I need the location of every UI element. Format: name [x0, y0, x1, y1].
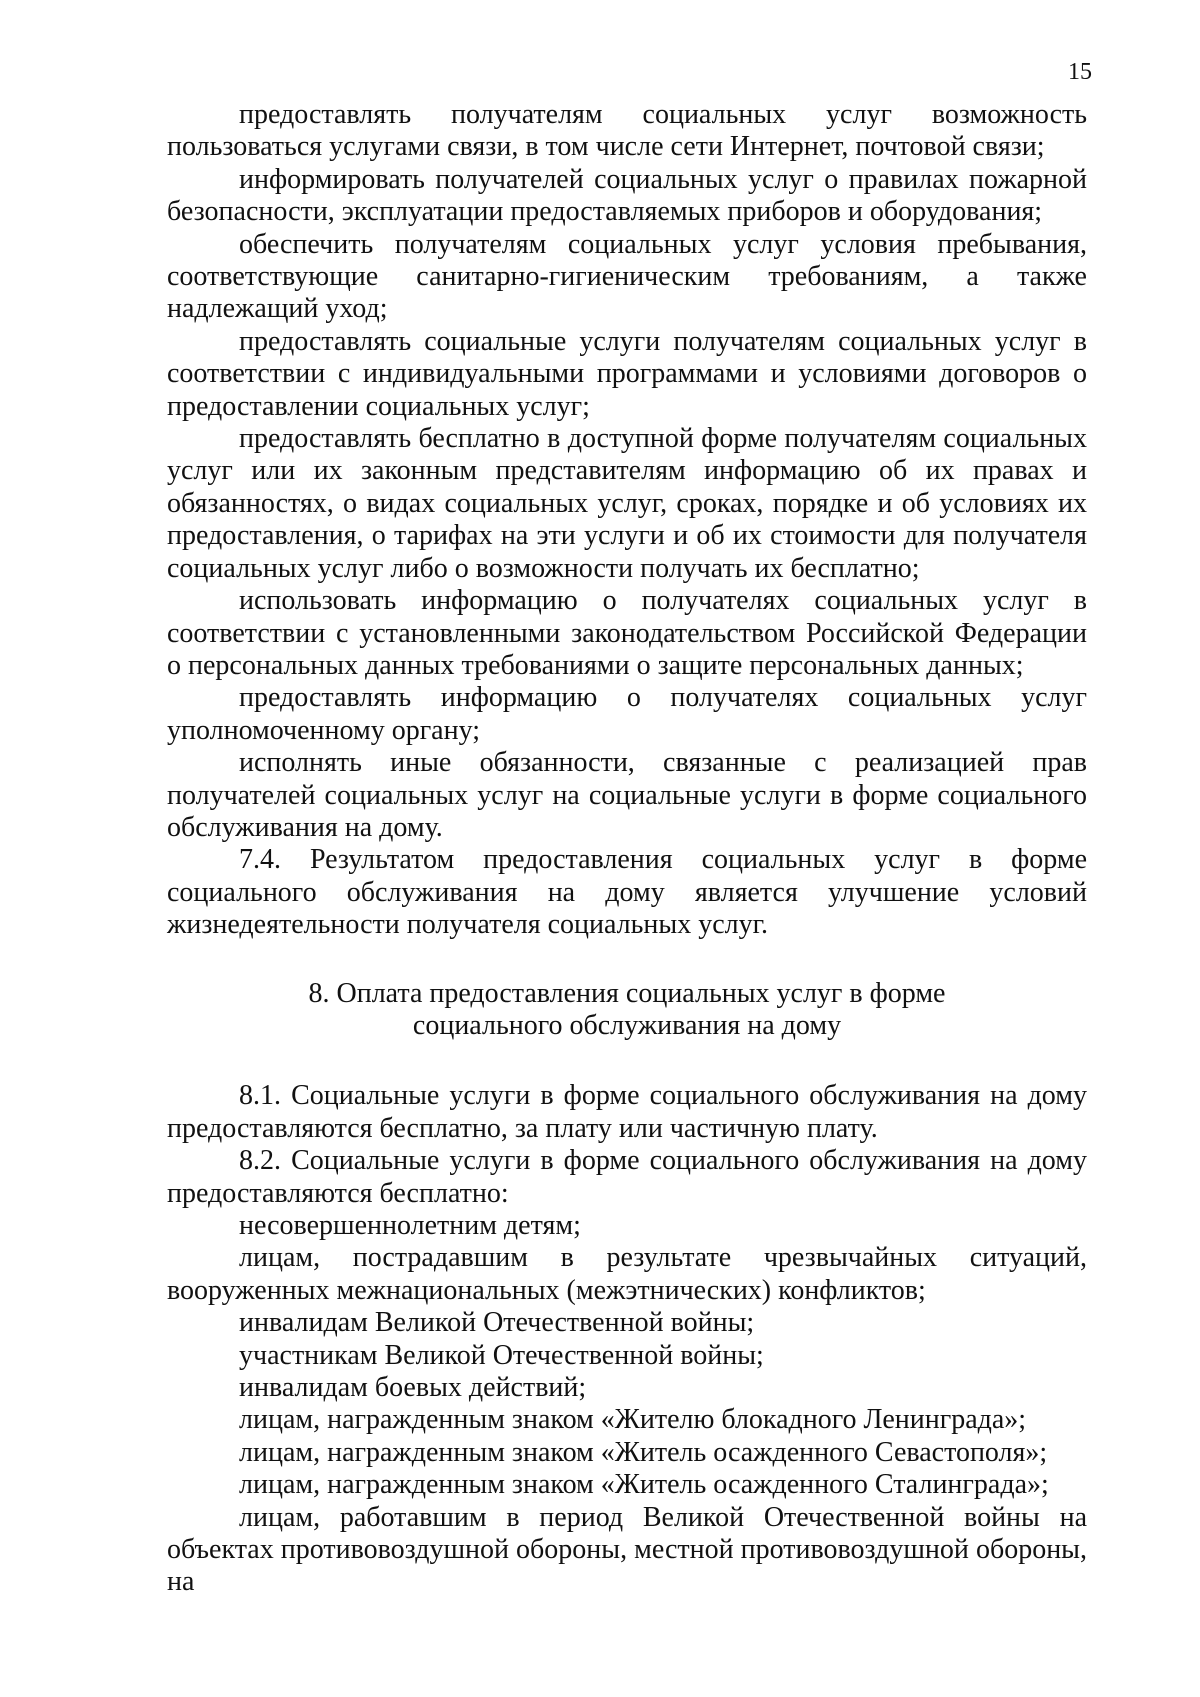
list-item-war-participants: участникам Великой Отечественной войны;	[239, 1339, 764, 1371]
paragraph-other-duties: исполнять иные обязанности, связанные с реализацией прав получателей социальных услуг на социальные услуги в форме социального обслуживания на дому.	[167, 747, 1087, 843]
paragraph-communication-services: предоставлять получателям социальных услуг возможность пользоваться услугами связи, в том числе сети Интернет, почтовой связи;	[167, 99, 1087, 163]
paragraph-living-conditions: обеспечить получателям социальных услуг условия пребывания, соответствующие санитарно-гигиеническим требованиям, а также надлежащий уход;	[167, 228, 1087, 325]
section-8-heading	[167, 978, 1087, 1043]
list-item-war-invalids: инвалидам Великой Отечественной войны;	[239, 1307, 755, 1339]
list-item-leningrad-badge: лицам, награжденным знаком «Жителю блокадного Ленинграда»;	[239, 1404, 1027, 1436]
paragraph-fire-safety: информировать получателей социальных услуг о правилах пожарной безопасности, эксплуатации предоставляемых приборов и оборудования;	[167, 163, 1087, 228]
paragraph-free-information: предоставлять бесплатно в доступной форме получателям социальных услуг или их законным представителям информацию об их правах и обязанностях, о видах социальных услуг, сроках, порядке и об условиях их предоставления, о тарифах на эти услуги и об их стоимости для получателя социальных услуг либо о возможности получать их бесплатно;	[167, 423, 1087, 584]
page-number: 15	[1068, 59, 1092, 85]
list-item-stalingrad-badge: лицам, награжденным знаком «Житель осажденного Сталинграда»;	[239, 1469, 1049, 1501]
list-item-combat-invalids: инвалидам боевых действий;	[239, 1372, 587, 1404]
list-item-air-defense-workers: лицам, работавшим в период Великой Отечественной войны на объектах противовоздушной обороны, местной противовоздушной обороны, на	[167, 1501, 1087, 1598]
paragraph-8-1: 8.1. Социальные услуги в форме социального обслуживания на дому предоставляются бесплатно, за плату или частичную плату.	[167, 1080, 1087, 1144]
paragraph-8-2: 8.2. Социальные услуги в форме социального обслуживания на дому предоставляются бесплатно:	[167, 1145, 1087, 1209]
list-item-minors: несовершеннолетним детям;	[239, 1210, 581, 1241]
list-item-emergency-victims: лицам, пострадавшим в результате чрезвычайных ситуаций, вооруженных межнациональных (межэтнических) конфликтов;	[167, 1242, 1087, 1306]
document-body	[167, 99, 1087, 1599]
section-8-heading-line-1: 8. Оплата предоставления социальных услуг в форме	[308, 977, 946, 1009]
paragraph-individual-programs: предоставлять социальные услуги получателям социальных услуг в соответствии с индивидуальными программами и условиями договоров о предоставлении социальных услуг;	[167, 325, 1087, 422]
section-8-heading-line-2: социального обслуживания на дому	[412, 1009, 842, 1041]
paragraph-7-4-result: 7.4. Результатом предоставления социальных услуг в форме социального обслуживания на дому является улучшение условий жизнедеятельности получателя социальных услуг.	[167, 844, 1087, 941]
list-item-sevastopol-badge: лицам, награжденным знаком «Житель осажденного Севастополя»;	[239, 1436, 1048, 1468]
paragraph-personal-data: использовать информацию о получателях социальных услуг в соответствии с установленными законодательством Российской Федерации о персональных данных требованиями о защите персональных данных;	[167, 585, 1087, 681]
paragraph-authorized-body: предоставлять информацию о получателях социальных услуг уполномоченному органу;	[167, 682, 1087, 746]
